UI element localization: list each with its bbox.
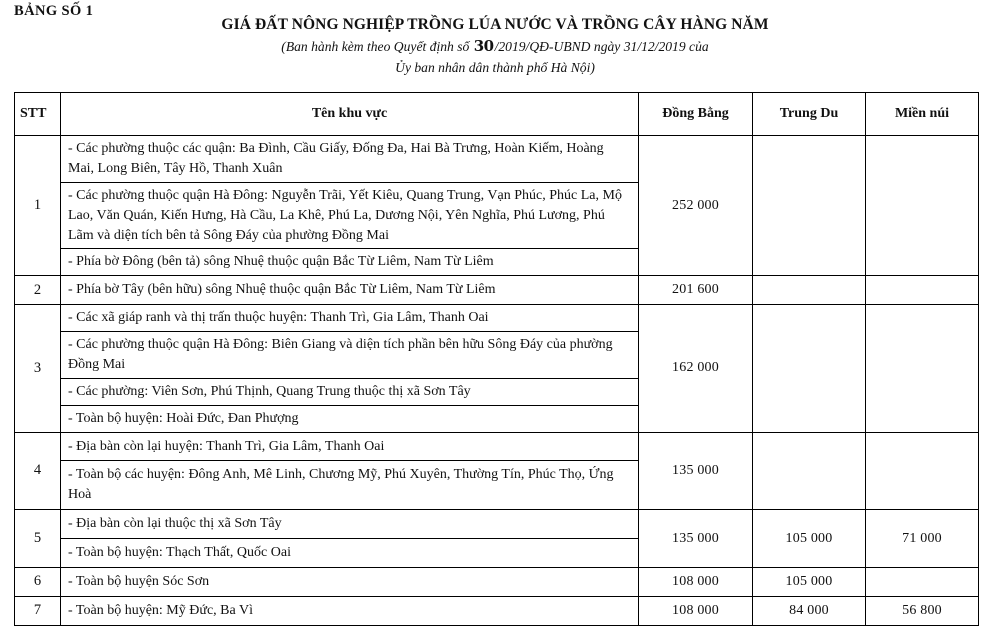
table-row (15, 510, 979, 568)
table-row (15, 567, 979, 596)
price-dong-bang-cell: 201 600 (639, 276, 753, 305)
price-dong-bang-cell: 252 000 (639, 136, 753, 276)
price-mien-nui-cell: 71 000 (866, 510, 979, 568)
decision-number: 30 (473, 37, 494, 56)
area-name-cell (61, 136, 639, 276)
area-name-cell (61, 510, 639, 568)
area-description: - Các xã giáp ranh và thị trấn thuộc huyện: Thanh Trì, Gia Lâm, Thanh Oai (61, 305, 638, 332)
document-subtitle-line2: Ủy ban nhân dân thành phố Hà Nội) (395, 60, 595, 76)
price-dong-bang-cell: 135 000 (639, 510, 753, 568)
area-name-cell (61, 567, 639, 596)
area-name-cell (61, 596, 639, 625)
area-description: - Các phường: Viên Sơn, Phú Thịnh, Quang Trung thuộc thị xã Sơn Tây (61, 379, 638, 406)
table-row (15, 136, 979, 276)
price-table-container (14, 92, 978, 626)
area-description: - Phía bờ Tây (bên hữu) sông Nhuệ thuộc quận Bắc Từ Liêm, Nam Từ Liêm (68, 282, 496, 298)
row-index-cell: 3 (15, 305, 61, 432)
area-description: - Các phường thuộc các quận: Ba Đình, Cầu Giấy, Đống Đa, Hai Bà Trưng, Hoàn Kiếm, Hoàng Mai, Long Biên, Tây Hồ, Thanh Xuân (61, 136, 638, 183)
price-trung-du-cell (753, 136, 866, 276)
price-trung-du-cell (753, 432, 866, 510)
column-header-mien-nui: Miền núi (866, 93, 979, 136)
table-row (15, 276, 979, 305)
row-index-cell: 7 (15, 596, 61, 625)
area-description: - Các phường thuộc quận Hà Đông: Nguyễn Trãi, Yết Kiêu, Quang Trung, Vạn Phúc, Phúc La, Mộ Lao, Văn Quán, Kiến Hưng, Hà Cầu, La Khê, Phú La, Dương Nội, Yên Nghĩa, Phú Lương, Phú Lãm và diện tích bên tả Sông Đáy của phường Đồng Mai (61, 183, 638, 250)
table-row (15, 596, 979, 625)
table-header-row (15, 93, 979, 136)
price-dong-bang-cell: 108 000 (639, 567, 753, 596)
area-description: - Toàn bộ huyện: Hoài Đức, Đan Phượng (68, 410, 299, 426)
area-description: - Toàn bộ huyện: Mỹ Đức, Ba Vì (68, 602, 253, 618)
area-name-cell (61, 432, 639, 510)
row-index-cell: 6 (15, 567, 61, 596)
area-description: - Các phường thuộc quận Hà Đông: Biên Giang và diện tích phần bên hữu Sông Đáy của phường Đồng Mai (61, 332, 638, 379)
table-row (15, 432, 979, 510)
price-dong-bang-cell: 108 000 (639, 596, 753, 625)
price-mien-nui-cell (866, 276, 979, 305)
row-index-cell: 2 (15, 276, 61, 305)
price-mien-nui-cell: 56 800 (866, 596, 979, 625)
land-price-table (14, 92, 979, 626)
table-row (15, 305, 979, 432)
area-description: - Địa bàn còn lại thuộc thị xã Sơn Tây (61, 510, 638, 539)
table-body (15, 136, 979, 626)
price-trung-du-cell (753, 305, 866, 432)
column-header-name: Tên khu vực (61, 93, 639, 136)
column-header-stt: STT (15, 93, 61, 136)
row-index-cell: 5 (15, 510, 61, 568)
area-description: - Toàn bộ huyện Sóc Sơn (68, 573, 210, 589)
area-name-cell (61, 305, 639, 432)
price-trung-du-cell: 105 000 (753, 567, 866, 596)
column-header-trung-du: Trung Du (753, 93, 866, 136)
row-index-cell: 1 (15, 136, 61, 276)
area-description: - Phía bờ Đông (bên tả) sông Nhuệ thuộc quận Bắc Từ Liêm, Nam Từ Liêm (68, 254, 494, 270)
area-description: - Địa bàn còn lại huyện: Thanh Trì, Gia Lâm, Thanh Oai (61, 433, 638, 462)
document-heading (0, 15, 990, 78)
price-trung-du-cell: 105 000 (753, 510, 866, 568)
price-dong-bang-cell: 162 000 (639, 305, 753, 432)
column-header-dong-bang: Đồng Bằng (639, 93, 753, 136)
area-name-cell (61, 276, 639, 305)
table-header (15, 93, 979, 136)
price-mien-nui-cell (866, 305, 979, 432)
price-trung-du-cell (753, 276, 866, 305)
document-subtitle-line1 (0, 36, 990, 58)
area-description: - Toàn bộ các huyện: Đông Anh, Mê Linh, Chương Mỹ, Phú Xuyên, Thường Tín, Phúc Thọ, Ứng Hoà (68, 467, 614, 503)
row-index-cell: 4 (15, 432, 61, 510)
price-trung-du-cell: 84 000 (753, 596, 866, 625)
area-description: - Toàn bộ huyện: Thạch Thất, Quốc Oai (68, 545, 291, 560)
price-mien-nui-cell (866, 432, 979, 510)
sheet-label: BẢNG SỐ 1 (14, 3, 94, 19)
page-title: GIÁ ĐẤT NÔNG NGHIỆP TRỒNG LÚA NƯỚC VÀ TRỒNG CÂY HÀNG NĂM (221, 16, 769, 33)
subtitle-suffix: /2019/QĐ-UBND ngày 31/12/2019 của (494, 39, 709, 55)
price-mien-nui-cell (866, 567, 979, 596)
price-mien-nui-cell (866, 136, 979, 276)
subtitle-prefix: (Ban hành kèm theo Quyết định số (281, 39, 470, 55)
price-dong-bang-cell: 135 000 (639, 432, 753, 510)
